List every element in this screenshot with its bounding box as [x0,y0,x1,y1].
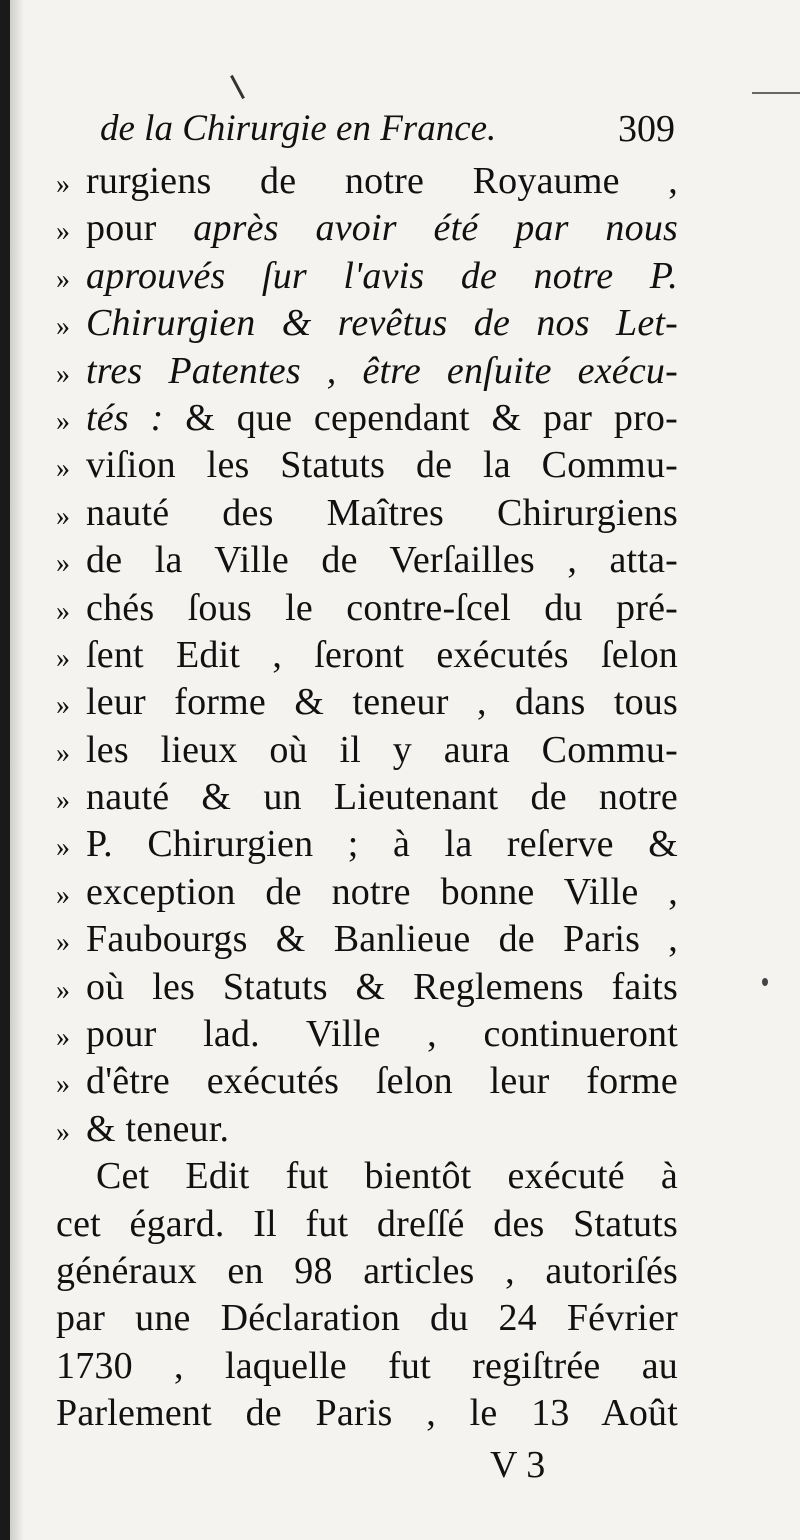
quoted-line [56,1058,678,1105]
quoted-line-text [86,205,678,252]
quoted-line-text: & teneur. [86,1107,230,1150]
quote-mark: » [56,548,71,580]
quoted-line-text: aprouvés ſur l'avis de notre P. [86,254,678,297]
paragraph-line: par une Déclaration du 24 Février [56,1297,678,1340]
quoted-line [56,490,678,537]
paragraph-line: Parlement de Paris , le 13 Août [56,1392,678,1435]
quote-mark: » [56,1069,71,1101]
ink-mark [230,75,245,99]
quoted-line [56,869,678,916]
page-number: 309 [618,108,675,150]
paragraph-line: généraux en 98 articles , autoriſés [56,1249,678,1292]
quoted-line-text: où les Statuts & Reglemens faits [86,965,678,1008]
quoted-line-text: les lieux où il y aura Commu- [86,728,678,771]
quoted-line [56,821,678,868]
quote-mark: » [56,453,71,485]
quoted-line-text: chés ſous le contre-ſcel du pré- [86,586,678,629]
quoted-line-text: exception de notre bonne Ville , [86,870,678,913]
quote-mark: » [56,737,71,769]
quoted-line [56,727,678,774]
italic-text: après avoir été par nous [193,207,679,250]
page-header [90,100,675,158]
quoted-line-text: ſent Edit , ſeront exécutés ſelon [86,633,678,676]
quoted-line-text: nauté & un Lieutenant de notre [86,776,678,819]
quote-mark: » [56,974,71,1006]
quote-mark: » [56,169,71,200]
quoted-line-text: tres Patentes , être enſuite exécu- [86,349,678,392]
quote-mark: » [56,690,71,722]
quoted-line [56,348,678,395]
paragraph-line: 1730 , laquelle fut regiſtrée au [56,1344,678,1387]
ink-speck [762,978,768,986]
quote-mark: » [56,785,71,817]
italic-text: tés : [86,396,164,439]
quoted-line [56,158,678,205]
quoted-line [56,916,678,963]
quoted-line [56,442,678,489]
quote-mark: » [56,1022,71,1054]
quoted-line [56,205,678,252]
quote-mark: » [56,642,71,674]
quoted-line [56,1106,678,1153]
roman-text: pour [86,207,157,250]
quoted-line [56,537,678,584]
paragraph-line: Cet Edit fut bientôt exécuté à [96,1155,678,1198]
quote-mark: » [56,832,71,864]
book-page [10,0,800,1540]
quoted-line-text: Faubourgs & Banlieue de Paris , [86,918,678,961]
quoted-line-text: pour lad. Ville , continueront [86,1013,678,1056]
quote-mark: » [56,595,71,627]
quoted-line-text: rurgiens de notre Royaume , [86,160,678,202]
quoted-line [56,679,678,726]
page-body [56,158,678,1438]
quoted-line [56,585,678,632]
quote-mark: » [56,879,71,911]
quoted-line-text: d'être exécutés ſelon leur forme [86,1060,678,1103]
quoted-line [56,253,678,300]
quote-mark: » [56,405,71,437]
quote-mark: » [56,1116,71,1148]
paragraph-line: cet égard. Il fut dreſſé des Statuts [56,1202,678,1245]
quote-mark: » [56,216,71,248]
running-title: de la Chirurgie en France. [100,108,497,149]
quoted-line-text: viſion les Statuts de la Commu- [86,444,678,487]
quoted-line-text: P. Chirurgien ; à la reſerve & [86,823,678,866]
quoted-line [56,964,678,1011]
quote-mark: » [56,927,71,959]
quote-mark: » [56,311,71,343]
quote-mark: » [56,500,71,532]
edge-mark [752,92,800,94]
roman-text: & que cependant & par pro- [185,396,678,439]
quoted-line [56,300,678,347]
quoted-line-text: de la Ville de Verſailles , atta- [86,539,678,582]
quoted-line [56,632,678,679]
signature-mark: V 3 [490,1444,546,1486]
quoted-line-text: leur forme & teneur , dans tous [86,681,678,724]
quoted-line-text: nauté des Maîtres Chirurgiens [86,491,678,534]
quoted-line-text: Chirurgien & revêtus de nos Let- [86,302,678,345]
page-gutter-shadow [10,0,24,1540]
quoted-line-text [86,395,678,442]
quoted-line [56,774,678,821]
quoted-line [56,1011,678,1058]
quoted-line [56,395,678,442]
quote-mark: » [56,263,71,295]
quote-mark: » [56,358,71,390]
